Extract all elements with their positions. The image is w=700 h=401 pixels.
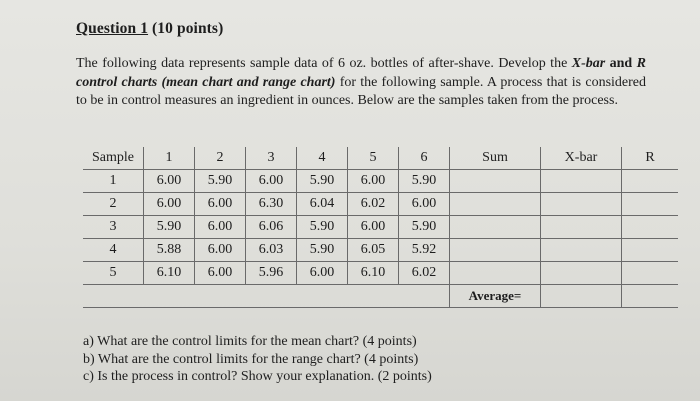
xbar-cell [541,170,622,193]
sample-id: 2 [83,193,144,216]
r-cell [622,170,679,193]
question-a: a) What are the control limits for the mean chart? (4 points) [83,334,417,349]
average-label: Average= [450,285,541,308]
table-cell: 6.10 [144,262,195,285]
intro-r-charts: R control charts (mean chart and range chart) [76,56,646,90]
sub-questions [83,333,432,386]
r-cell [622,193,679,216]
r-cell [622,262,679,285]
table-cell: 6.00 [399,193,450,216]
table-cell: 6.02 [348,193,399,216]
header-col-2: 2 [195,147,246,170]
xbar-cell [541,193,622,216]
header-col-1: 1 [144,147,195,170]
table-cell: 5.96 [246,262,297,285]
header-col-4: 4 [297,147,348,170]
average-xbar-cell [541,285,622,308]
table-row [83,193,678,216]
sum-cell [450,239,541,262]
question-number: Question 1 [76,20,149,37]
sum-cell [450,216,541,239]
table-row [83,262,678,285]
table-cell: 6.00 [246,170,297,193]
table-cell: 6.00 [195,239,246,262]
header-sample: Sample [83,147,144,170]
table-cell: 6.00 [348,216,399,239]
table-cell: 5.92 [399,239,450,262]
table-cell: 6.30 [246,193,297,216]
sample-data-table [83,147,678,308]
table-cell: 6.00 [348,170,399,193]
question-title [76,20,223,38]
table-cell: 6.00 [195,216,246,239]
sum-cell [450,170,541,193]
sum-cell [450,262,541,285]
question-b: b) What are the control limits for the range chart? (4 points) [83,351,419,367]
sample-id: 3 [83,216,144,239]
sum-cell [450,193,541,216]
table-cell: 5.90 [297,239,348,262]
table-cell: 6.03 [246,239,297,262]
table-cell: 6.04 [297,193,348,216]
xbar-cell [541,239,622,262]
sample-id: 4 [83,239,144,262]
intro-text-1: The following data represents sample data of 6 oz. bottles of after-shave. Develop the [76,56,572,71]
sample-id: 5 [83,262,144,285]
table-row [83,170,678,193]
average-row [83,285,678,308]
header-r: R [622,147,679,170]
xbar-cell [541,216,622,239]
question-intro [76,55,646,111]
table-cell: 5.90 [297,170,348,193]
header-xbar: X-bar [541,147,622,170]
header-sum: Sum [450,147,541,170]
table-cell: 5.90 [297,216,348,239]
table-cell: 6.00 [195,262,246,285]
intro-text-2: for the following sample. A process that is considered to be in control measures an ingredient in ounces. Below are the samples taken from the process. [76,74,646,108]
table-cell: 6.00 [297,262,348,285]
table-cell: 5.90 [399,170,450,193]
header-col-6: 6 [399,147,450,170]
question-points: (10 points) [148,20,224,37]
table-cell: 6.10 [348,262,399,285]
table-cell: 5.90 [144,216,195,239]
table-cell: 6.02 [399,262,450,285]
table-cell: 5.88 [144,239,195,262]
table-row [83,216,678,239]
intro-xbar: X-bar [571,56,606,71]
average-r-cell [622,285,679,308]
table-row [83,239,678,262]
question-c: c) Is the process in control? Show your explanation. (2 points) [83,369,432,384]
table-cell: 6.00 [144,170,195,193]
table-cell: 6.05 [348,239,399,262]
r-cell [622,239,679,262]
table-header-row [83,147,678,170]
table-cell: 6.06 [246,216,297,239]
sample-id: 1 [83,170,144,193]
header-col-3: 3 [246,147,297,170]
header-col-5: 5 [348,147,399,170]
intro-and: and [605,56,637,71]
table-cell: 5.90 [399,216,450,239]
table-cell: 6.00 [195,193,246,216]
table-cell: 5.90 [195,170,246,193]
r-cell [622,216,679,239]
table-cell: 6.00 [144,193,195,216]
xbar-cell [541,262,622,285]
